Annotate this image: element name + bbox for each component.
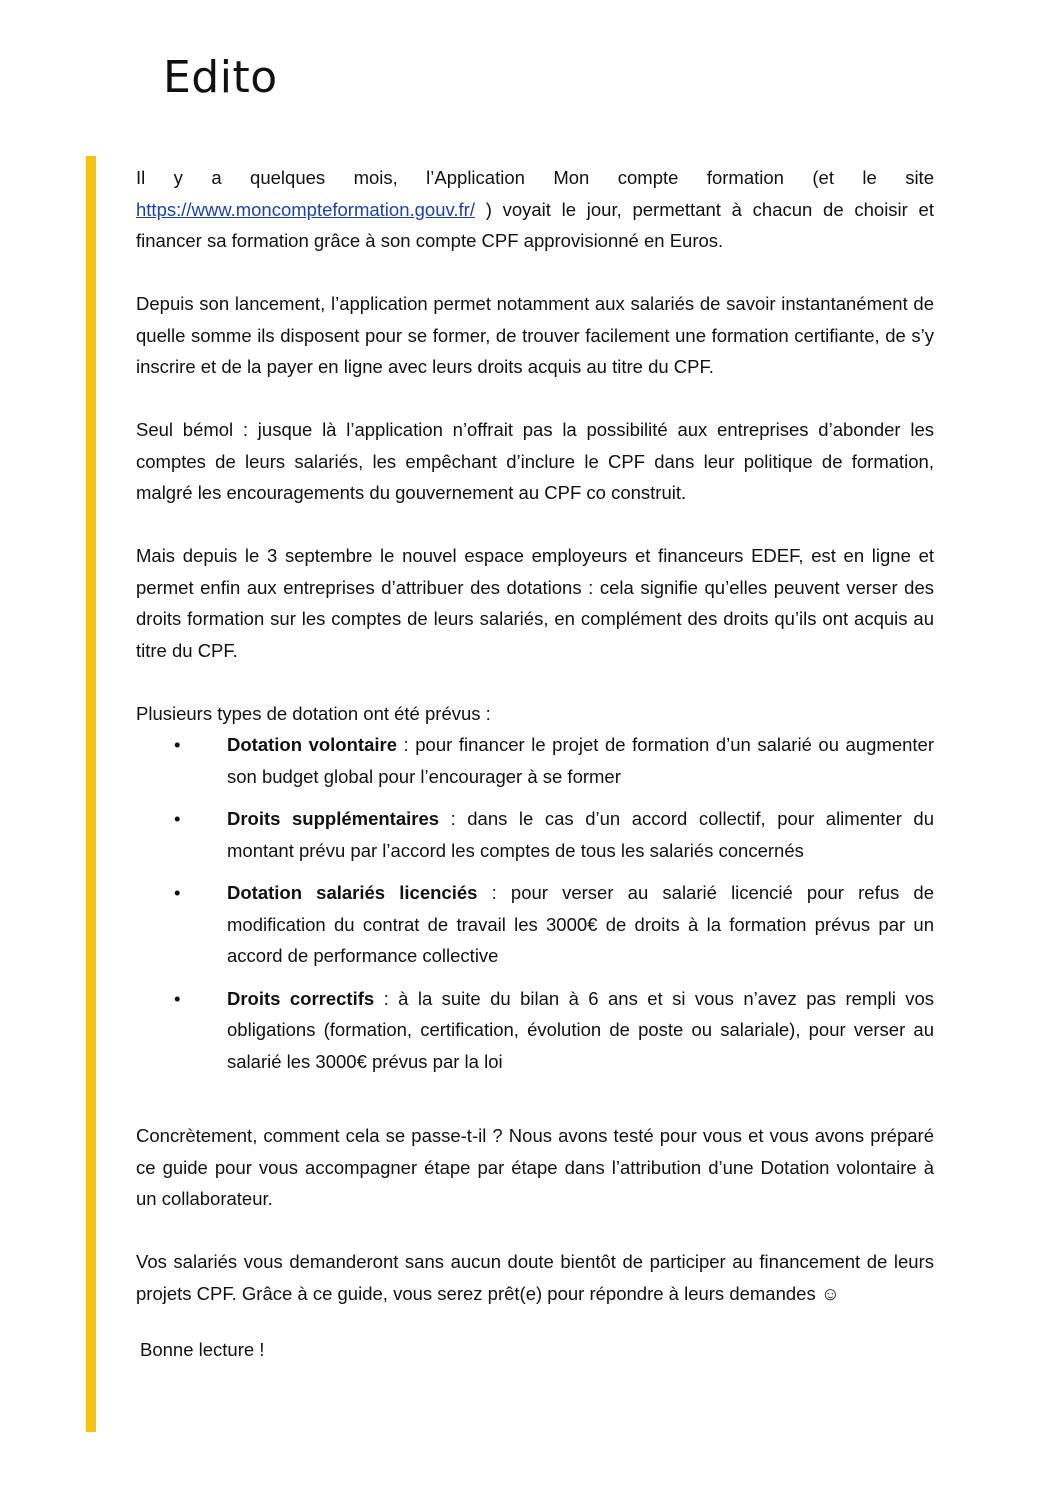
intro-text-end: ) voyait le jour, permettant à chacun de choisir et financer sa formation grâce à son compte CPF approvisionné en Euros. [136,198,934,251]
list-item-term: Dotation salariés licenciés [227,882,478,903]
paragraph-limitation: Seul bémol : jusque là l’application n’offrait pas la possibilité aux entreprises d’abonder les comptes de leurs salariés, les empêchant d’inclure le CPF dans leur politique de formation, malgré les encouragements du gouvernement au CPF co construit. [136,419,934,503]
list-item [136,729,934,792]
paragraph-launch: Depuis son lancement, l’application permet notamment aux salariés de savoir instantanément de quelle somme ils disposent pour se former, de trouver facilement une formation certifiante, de s’y inscrire et de la payer en ligne avec leurs droits acquis au titre du CPF. [136,293,934,377]
list-item [136,983,934,1078]
list-item [136,803,934,866]
intro-paragraph [136,162,934,257]
moncompteformation-link[interactable]: https://www.moncompteformation.gouv.fr/ [136,198,475,220]
bullet-icon: • [174,808,181,829]
bullet-icon: • [174,734,181,755]
closing-line: Bonne lecture ! [140,1339,265,1360]
list-item-text: : pour financer le projet de formation d’un salarié ou augmenter son budget global pour l’encourager à se former [227,734,934,787]
dotation-types-list [136,729,934,1077]
edito-body [136,162,934,1366]
list-item-text: : pour verser au salarié licencié pour refus de modification du contrat de travail les 3000€ de droits à la formation prévus par un accord de performance collective [227,882,934,966]
intro-text-start: Il y a quelques mois, l’Application Mon compte formation (et le site [136,167,934,188]
list-item [136,877,934,972]
list-intro: Plusieurs types de dotation ont été prévus : [136,702,491,724]
list-item-term: Droits correctifs [227,987,375,1009]
paragraph-edef: Mais depuis le 3 septembre le nouvel espace employeurs et financeurs EDEF, est en ligne et permet enfin aux entreprises d’attribuer des dotations : cela signifie qu’elles peuvent verser des droits formation sur les comptes de leurs salariés, en complément des droits qu’ils ont acquis au titre du CPF. [136,545,934,661]
list-item-term: Droits supplémentaires [227,808,440,829]
accent-bar [86,156,96,1432]
page-title: Edito [163,52,278,103]
paragraph-guide: Concrètement, comment cela se passe-t-il ? Nous avons testé pour vous et vous avons préparé ce guide pour vous accompagner étape par étape dans l’attribution d’une Dotation volontaire à un collaborateur. [136,1125,934,1209]
bullet-icon: • [174,882,181,903]
bullet-icon: • [174,987,181,1009]
list-item-text: : dans le cas d’un accord collectif, pour alimenter du montant prévu par l’accord les comptes de tous les salariés concernés [227,808,934,861]
paragraph-employees: Vos salariés vous demanderont sans aucun doute bientôt de participer au financement de leurs projets CPF. Grâce à ce guide, vous serez prêt(e) pour répondre à leurs demandes ☺ [136,1251,934,1304]
list-item-term: Dotation volontaire [227,734,397,755]
list-item-text: : à la suite du bilan à 6 ans et si vous n’avez pas rempli vos obligations (formation, certification, évolution de poste ou salariale), pour verser au salarié les 3000€ prévus par la loi [227,987,935,1072]
